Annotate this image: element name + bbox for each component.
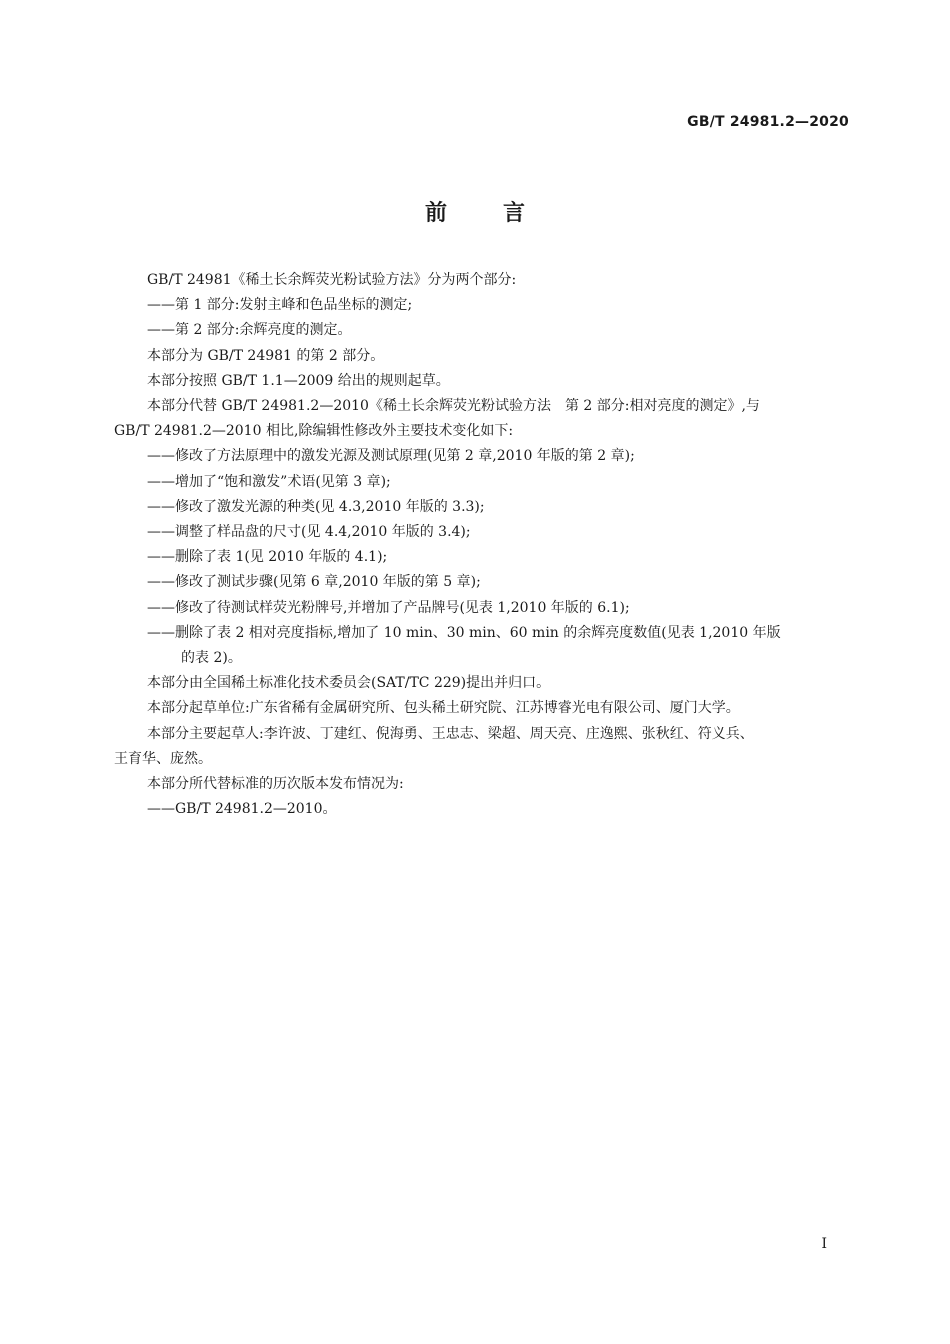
page-title: 前言 xyxy=(424,201,581,226)
paragraph-line: ——删除了表 2 相对亮度指标,增加了 10 min、30 min、60 min 的余辉亮度数值(见表 1,2010 年版 xyxy=(147,624,781,641)
paragraph-line: ——GB/T 24981.2—2010。 xyxy=(147,801,337,818)
paragraph-line: 本部分主要起草人:李许波、丁建红、倪海勇、王忠志、梁超、周天亮、庄逸熙、张秋红、符义兵、 xyxy=(147,725,754,742)
paragraph-line: 本部分按照 GB/T 1.1—2009 给出的规则起草。 xyxy=(147,372,450,389)
paragraph-line: ——第 2 部分:余辉亮度的测定。 xyxy=(147,322,352,339)
document-body xyxy=(114,268,850,822)
paragraph-line: ——修改了测试步骤(见第 6 章,2010 年版的第 5 章); xyxy=(147,574,481,591)
paragraph-line: ——增加了“饱和激发”术语(见第 3 章); xyxy=(147,473,391,490)
paragraph-line: 本部分由全国稀土标准化技术委员会(SAT/TC 229)提出并归口。 xyxy=(147,675,551,692)
paragraph-line: 本部分代替 GB/T 24981.2—2010《稀土长余辉荧光粉试验方法 第 2 部分:相对亮度的测定》,与 xyxy=(147,398,760,415)
standard-code-header: GB/T 24981.2—2020 xyxy=(687,114,849,130)
paragraph-line: 本部分所代替标准的历次版本发布情况为: xyxy=(147,776,404,793)
paragraph-line: ——修改了待测试样荧光粉牌号,并增加了产品牌号(见表 1,2010 年版的 6.1); xyxy=(147,599,630,616)
paragraph-line: ——第 1 部分:发射主峰和色品坐标的测定; xyxy=(147,297,413,314)
paragraph-line: 本部分起草单位:广东省稀有金属研究所、包头稀土研究院、江苏博睿光电有限公司、厦门大学。 xyxy=(147,700,740,717)
paragraph-line: ——修改了方法原理中的激发光源及测试原理(见第 2 章,2010 年版的第 2 章); xyxy=(147,448,635,465)
paragraph-line: GB/T 24981.2—2010 相比,除编辑性修改外主要技术变化如下: xyxy=(114,423,514,440)
paragraph-line: GB/T 24981《稀土长余辉荧光粉试验方法》分为两个部分: xyxy=(147,272,517,288)
paragraph-line: 王育华、庞然。 xyxy=(114,750,212,767)
page-number: I xyxy=(821,1236,827,1252)
paragraph-line: ——删除了表 1(见 2010 年版的 4.1); xyxy=(147,549,388,566)
paragraph-line: 本部分为 GB/T 24981 的第 2 部分。 xyxy=(147,347,385,364)
paragraph-line: 的表 2)。 xyxy=(181,650,242,667)
paragraph-line: ——修改了激发光源的种类(见 4.3,2010 年版的 3.3); xyxy=(147,498,485,515)
paragraph-line: ——调整了样品盘的尺寸(见 4.4,2010 年版的 3.4); xyxy=(147,524,471,541)
